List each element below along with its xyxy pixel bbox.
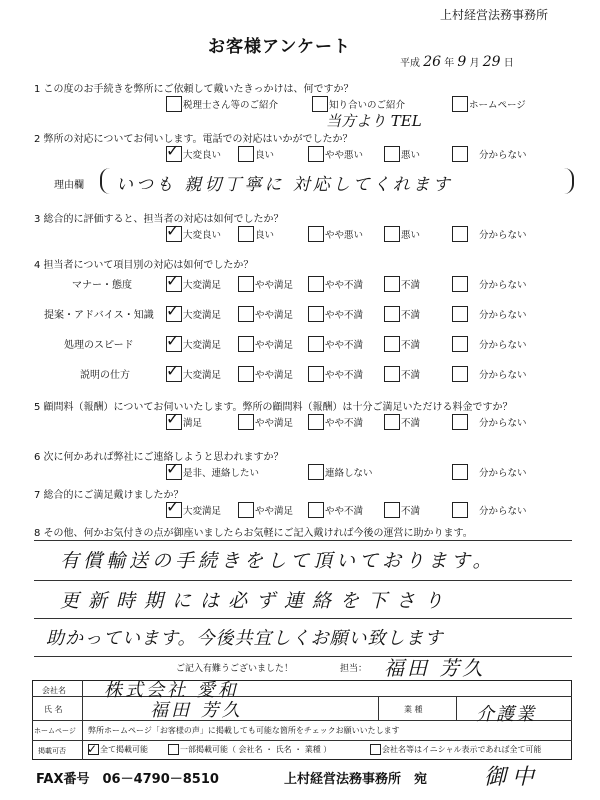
- q5-option-4: 分からない: [479, 418, 527, 429]
- q5-option-2: やや不満: [325, 418, 364, 429]
- q2-checkbox-2[interactable]: [308, 146, 324, 162]
- q8-line-1: 更新時期には必ず連絡を下さり: [60, 590, 453, 612]
- ruled-line: [34, 618, 572, 619]
- q4-row-label-1: 提案・アドバイス・知識: [44, 310, 154, 321]
- check-mark-icon: ✓: [166, 141, 180, 160]
- homepage-label: ホームページ: [34, 727, 76, 735]
- q4-checkbox-r0-c2[interactable]: [308, 276, 324, 292]
- company-value: 株式会社 愛和: [104, 680, 239, 701]
- q4-text: 4 担当者について項目別の対応は如何でしたか？: [34, 260, 254, 271]
- q6-checkbox-2[interactable]: [452, 464, 468, 480]
- ruled-line: [34, 656, 572, 657]
- table-col-divider: [82, 680, 83, 760]
- q4-option-label: 不満: [401, 370, 421, 381]
- table-col-divider: [456, 696, 457, 720]
- q4-option-label: 大変満足: [183, 310, 222, 321]
- date-era: 平成: [400, 58, 420, 69]
- q1-option-2: ホームページ: [469, 100, 526, 111]
- q4-checkbox-r0-c4[interactable]: [452, 276, 468, 292]
- q4-option-label: やや不満: [325, 310, 364, 321]
- footer-to: 上村経営法務事務所 宛: [284, 772, 428, 787]
- q4-checkbox-r1-c2[interactable]: [308, 306, 324, 322]
- date-year: 26: [423, 54, 442, 70]
- check-mark-icon: ✓: [87, 742, 98, 756]
- q7-option-1: やや満足: [255, 506, 294, 517]
- check-mark-icon: ✓: [166, 409, 180, 428]
- q4-checkbox-r0-c1[interactable]: [238, 276, 254, 292]
- q3-checkbox-1[interactable]: [238, 226, 254, 242]
- check-mark-icon: ✓: [166, 301, 180, 320]
- homepage-text: 弊所ホームページ「お客様の声」に掲載しても可能な箇所をチェックお願いいたします: [88, 726, 400, 735]
- date-day: 29: [482, 54, 501, 70]
- q2-option-0: 大変良い: [183, 150, 222, 161]
- q3-option-0: 大変良い: [183, 230, 222, 241]
- q3-option-1: 良い: [255, 230, 275, 241]
- publish-checkbox-1[interactable]: [168, 744, 179, 755]
- date-year-unit: 年: [444, 58, 455, 69]
- q4-checkbox-r3-c1[interactable]: [238, 366, 254, 382]
- q4-option-label: やや満足: [255, 340, 294, 351]
- q4-option-label: やや不満: [325, 370, 364, 381]
- q3-option-4: 分からない: [479, 230, 527, 241]
- q1-option-0: 税理士さん等のご紹介: [183, 100, 279, 111]
- table-col-divider: [378, 696, 379, 720]
- footer-handwritten: 御中: [484, 765, 541, 790]
- office-name: 上村経営法務事務所: [440, 8, 549, 22]
- q4-checkbox-r2-c2[interactable]: [308, 336, 324, 352]
- ruled-line: [34, 580, 572, 581]
- date-day-unit: 日: [503, 58, 514, 69]
- q5-text: 5 顧問料（報酬）についてお伺いいたします。弊所の顧問料（報酬）は十分ご満足いただける料金ですか？: [34, 402, 513, 413]
- q4-checkbox-r2-c1[interactable]: [238, 336, 254, 352]
- q7-checkbox-3[interactable]: [384, 502, 400, 518]
- date-line: [400, 54, 514, 70]
- q1-checkbox-2[interactable]: [452, 96, 468, 112]
- q1-text: 1 この度のお手続きを弊所にご依頼して戴いたきっかけは、何ですか？: [34, 84, 354, 95]
- q5-option-3: 不満: [401, 418, 421, 429]
- q7-text: 7 総合的にご満足戴けましたか？: [34, 490, 184, 501]
- q4-option-label: 大変満足: [183, 340, 222, 351]
- q5-option-1: やや満足: [255, 418, 294, 429]
- q6-option-0: 是非、連絡したい: [183, 468, 260, 479]
- q4-option-label: やや満足: [255, 310, 294, 321]
- q6-checkbox-1[interactable]: [308, 464, 324, 480]
- q6-text: 6 次に何かあれば弊社にご連絡しようと思われますか？: [34, 452, 284, 463]
- date-month: 9: [457, 54, 467, 70]
- q4-checkbox-r2-c4[interactable]: [452, 336, 468, 352]
- q4-checkbox-r3-c4[interactable]: [452, 366, 468, 382]
- q4-option-label: 不満: [401, 340, 421, 351]
- q2-checkbox-3[interactable]: [384, 146, 400, 162]
- q4-checkbox-r2-c3[interactable]: [384, 336, 400, 352]
- q8-thanks: ご記入有難うございました！: [176, 664, 294, 674]
- publish-option-0: 全て掲載可能: [100, 745, 148, 754]
- q5-checkbox-1[interactable]: [238, 414, 254, 430]
- date-month-unit: 月: [469, 58, 480, 69]
- q8-line-2: 助かっています。今後共宜しくお願い致します: [46, 628, 444, 649]
- q8-line-0: 有償輸送の手続きをして頂いております。: [60, 550, 496, 572]
- check-mark-icon: ✓: [166, 331, 180, 350]
- q7-option-0: 大変満足: [183, 506, 222, 517]
- q4-checkbox-r1-c1[interactable]: [238, 306, 254, 322]
- q2-option-4: 分からない: [479, 150, 527, 161]
- q5-checkbox-2[interactable]: [308, 414, 324, 430]
- q2-option-1: 良い: [255, 150, 275, 161]
- q8-text: 8 その他、何かお気付きの点が御座いましたらお気軽にご記入戴ければ今後の運営に助かります。: [34, 528, 473, 539]
- q4-option-label: 大変満足: [183, 370, 222, 381]
- q3-option-2: やや悪い: [325, 230, 364, 241]
- q3-checkbox-3[interactable]: [384, 226, 400, 242]
- q7-checkbox-1[interactable]: [238, 502, 254, 518]
- publish-checkbox-2[interactable]: [370, 744, 381, 755]
- q5-option-0: 満足: [183, 418, 203, 429]
- q2-text: 2 弊所の対応についてお伺いします。電話での対応はいかがでしたか？: [34, 134, 353, 145]
- q3-checkbox-4[interactable]: [452, 226, 468, 242]
- industry-value: 介護業: [476, 704, 536, 725]
- q1-handwritten-note: 当方より TEL: [326, 112, 422, 130]
- q4-option-label: 分からない: [479, 370, 527, 381]
- q3-option-3: 悪い: [401, 230, 421, 241]
- publish-label: 掲載可否: [38, 747, 66, 755]
- q4-option-label: やや満足: [255, 370, 294, 381]
- q2-option-3: 悪い: [401, 150, 421, 161]
- q4-checkbox-r0-c3[interactable]: [384, 276, 400, 292]
- q1-option-1: 知り合いのご紹介: [329, 100, 406, 111]
- check-mark-icon: ✓: [166, 221, 180, 240]
- q4-row-label-2: 処理のスピード: [64, 340, 134, 351]
- q4-option-label: やや満足: [255, 280, 294, 291]
- industry-label: 業 種: [404, 705, 423, 714]
- q4-row-label-3: 説明の仕方: [80, 370, 130, 381]
- check-mark-icon: ✓: [166, 271, 180, 290]
- q4-option-label: 分からない: [479, 340, 527, 351]
- q7-checkbox-2[interactable]: [308, 502, 324, 518]
- q5-checkbox-4[interactable]: [452, 414, 468, 430]
- q6-option-1: 連絡しない: [325, 468, 373, 479]
- name-label: 氏 名: [44, 705, 63, 714]
- q4-option-label: やや不満: [325, 340, 364, 351]
- q4-checkbox-r1-c3[interactable]: [384, 306, 400, 322]
- page-title: お客様アンケート: [208, 37, 351, 57]
- q4-checkbox-r1-c4[interactable]: [452, 306, 468, 322]
- q4-checkbox-r3-c2[interactable]: [308, 366, 324, 382]
- q3-checkbox-2[interactable]: [308, 226, 324, 242]
- company-label: 会社名: [42, 686, 66, 695]
- q8-staff-label: 担当：: [340, 664, 368, 674]
- q2-reason-label: 理由欄: [54, 180, 84, 191]
- q3-text: 3 総合的に評価すると、担当者の対応は如何でしたか？: [34, 214, 284, 225]
- q4-option-label: 不満: [401, 310, 421, 321]
- q1-checkbox-0[interactable]: [166, 96, 182, 112]
- q7-option-2: やや不満: [325, 506, 364, 517]
- q4-option-label: 不満: [401, 280, 421, 291]
- check-mark-icon: ✓: [166, 459, 180, 478]
- q2-checkbox-1[interactable]: [238, 146, 254, 162]
- check-mark-icon: ✓: [166, 361, 180, 380]
- q7-option-4: 分からない: [479, 506, 527, 517]
- q5-checkbox-3[interactable]: [384, 414, 400, 430]
- name-value: 福田 芳久: [150, 700, 243, 721]
- q7-option-3: 不満: [401, 506, 421, 517]
- q4-option-label: 分からない: [479, 280, 527, 291]
- q4-option-label: 分からない: [479, 310, 527, 321]
- publish-option-1: 一部掲載可能（ 会社名 ・ 氏名 ・ 業種 ）: [180, 745, 332, 754]
- q7-checkbox-4[interactable]: [452, 502, 468, 518]
- q4-row-label-0: マナー・態度: [72, 280, 132, 291]
- q4-checkbox-r3-c3[interactable]: [384, 366, 400, 382]
- q6-option-2: 分からない: [479, 468, 527, 479]
- publish-option-2: 会社名等はイニシャル表示であれば全て可能: [382, 745, 542, 754]
- q8-staff-name: 福田 芳久: [384, 656, 486, 680]
- q4-option-label: やや不満: [325, 280, 364, 291]
- ruled-line: [34, 540, 572, 541]
- q2-checkbox-4[interactable]: [452, 146, 468, 162]
- footer-fax: FAX番号 06－4790－8510: [36, 772, 219, 787]
- q4-option-label: 大変満足: [183, 280, 222, 291]
- q2-reason-text: いつも 親切丁寧に 対応してくれます: [116, 175, 453, 195]
- q2-option-2: やや悪い: [325, 150, 364, 161]
- check-mark-icon: ✓: [166, 497, 180, 516]
- table-row-divider: [32, 740, 572, 741]
